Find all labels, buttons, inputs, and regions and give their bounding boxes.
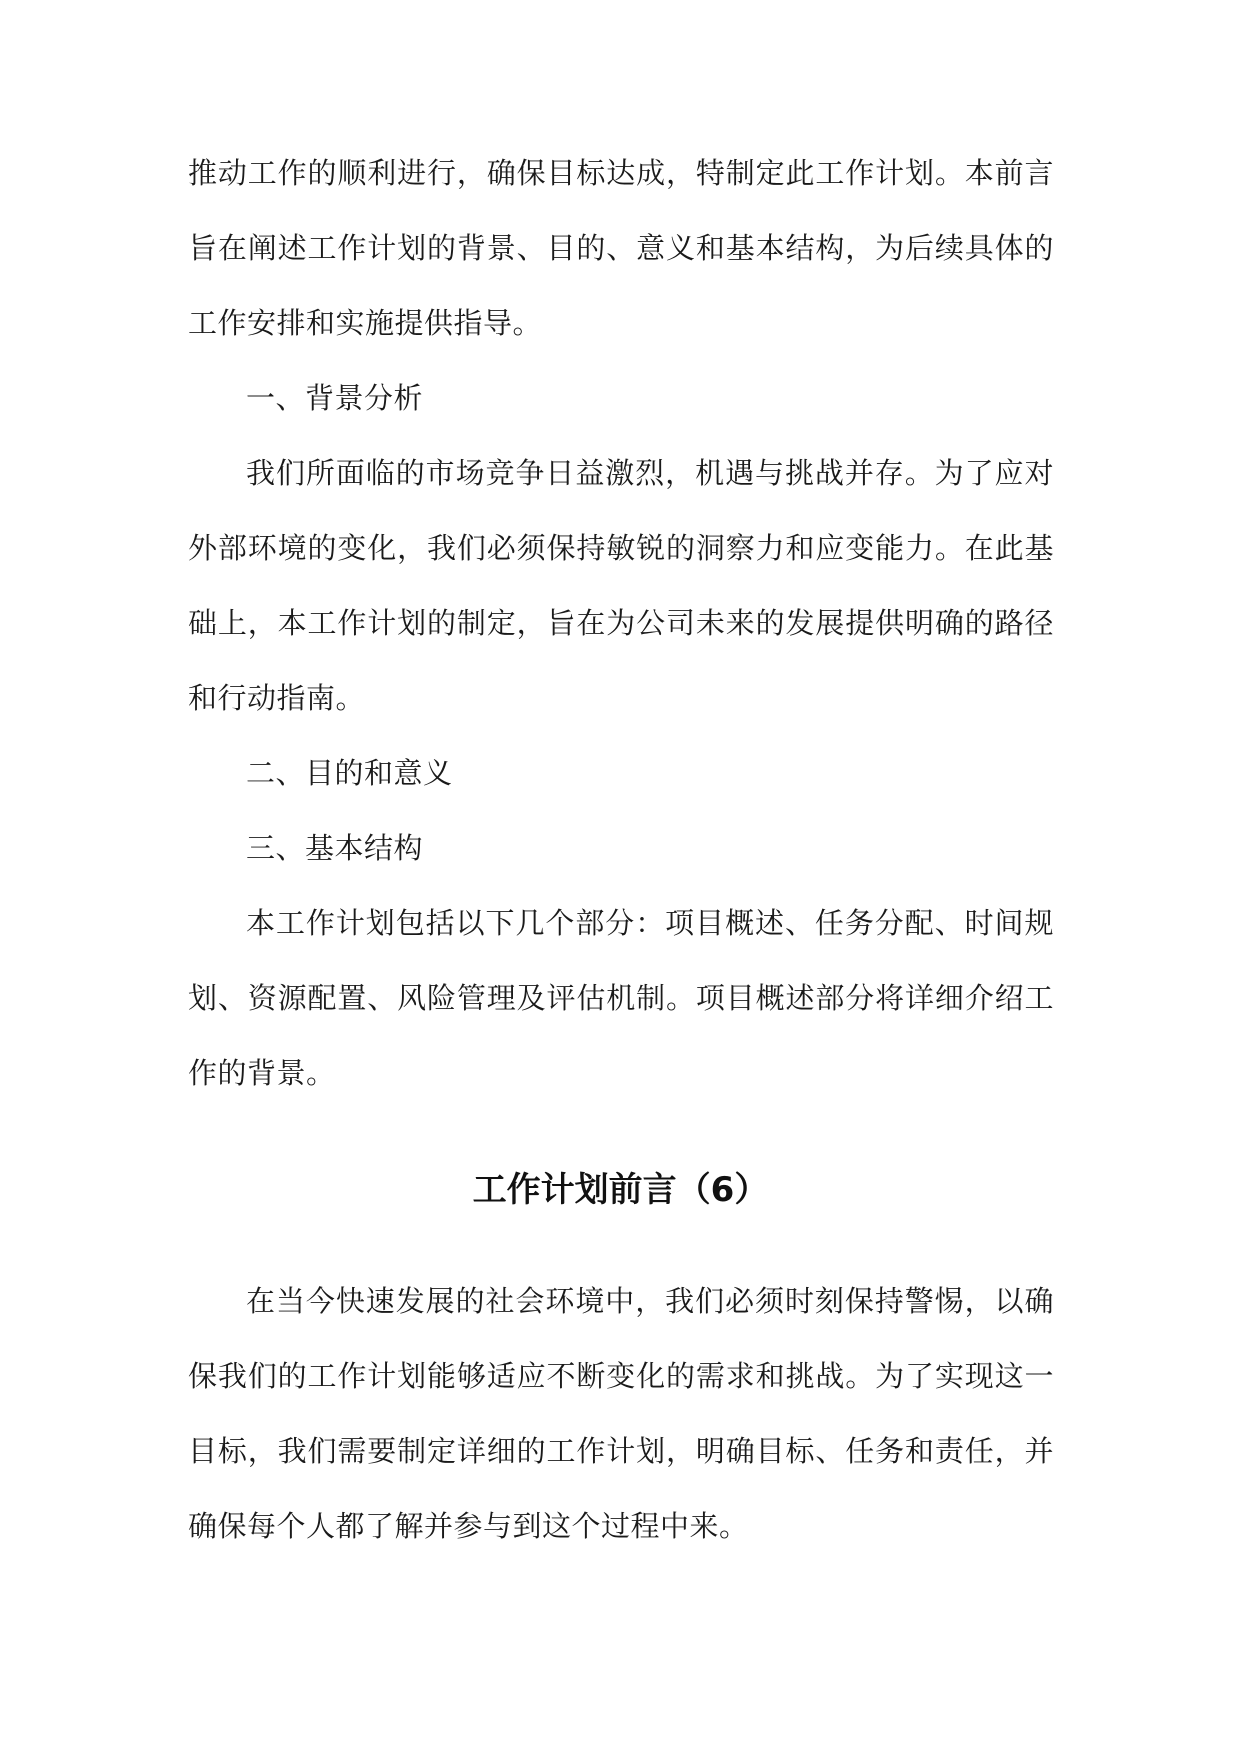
section-2-body xyxy=(188,1264,1054,1564)
heading-purpose-significance: 二、目的和意义 xyxy=(246,756,453,790)
structure-paragraph: 本工作计划包括以下几个部分：项目概述、任务分配、时间规划、资源配置、风险管理及评估机制。项目概述部分将详细介绍工作的背景。 xyxy=(188,906,1054,1090)
heading-basic-structure: 三、基本结构 xyxy=(246,831,424,865)
section-2-title: 工作计划前言（6） xyxy=(472,1170,769,1210)
intro-continuation-paragraph: 推动工作的顺利进行，确保目标达成，特制定此工作计划。本前言旨在阐述工作计划的背景、目的、意义和基本结构，为后续具体的工作安排和实施提供指导。 xyxy=(188,156,1054,340)
background-paragraph: 我们所面临的市场竞争日益激烈，机遇与挑战并存。为了应对外部环境的变化，我们必须保持敏锐的洞察力和应变能力。在此基础上，本工作计划的制定，旨在为公司未来的发展提供明确的路径和行动指南。 xyxy=(188,456,1054,715)
section-1-body xyxy=(188,136,1054,1111)
section-2-intro-paragraph: 在当今快速发展的社会环境中，我们必须时刻保持警惕，以确保我们的工作计划能够适应不断变化的需求和挑战。为了实现这一目标，我们需要制定详细的工作计划，明确目标、任务和责任，并确保每个人都了解并参与到这个过程中来。 xyxy=(188,1284,1054,1543)
heading-background-analysis: 一、背景分析 xyxy=(246,381,424,415)
